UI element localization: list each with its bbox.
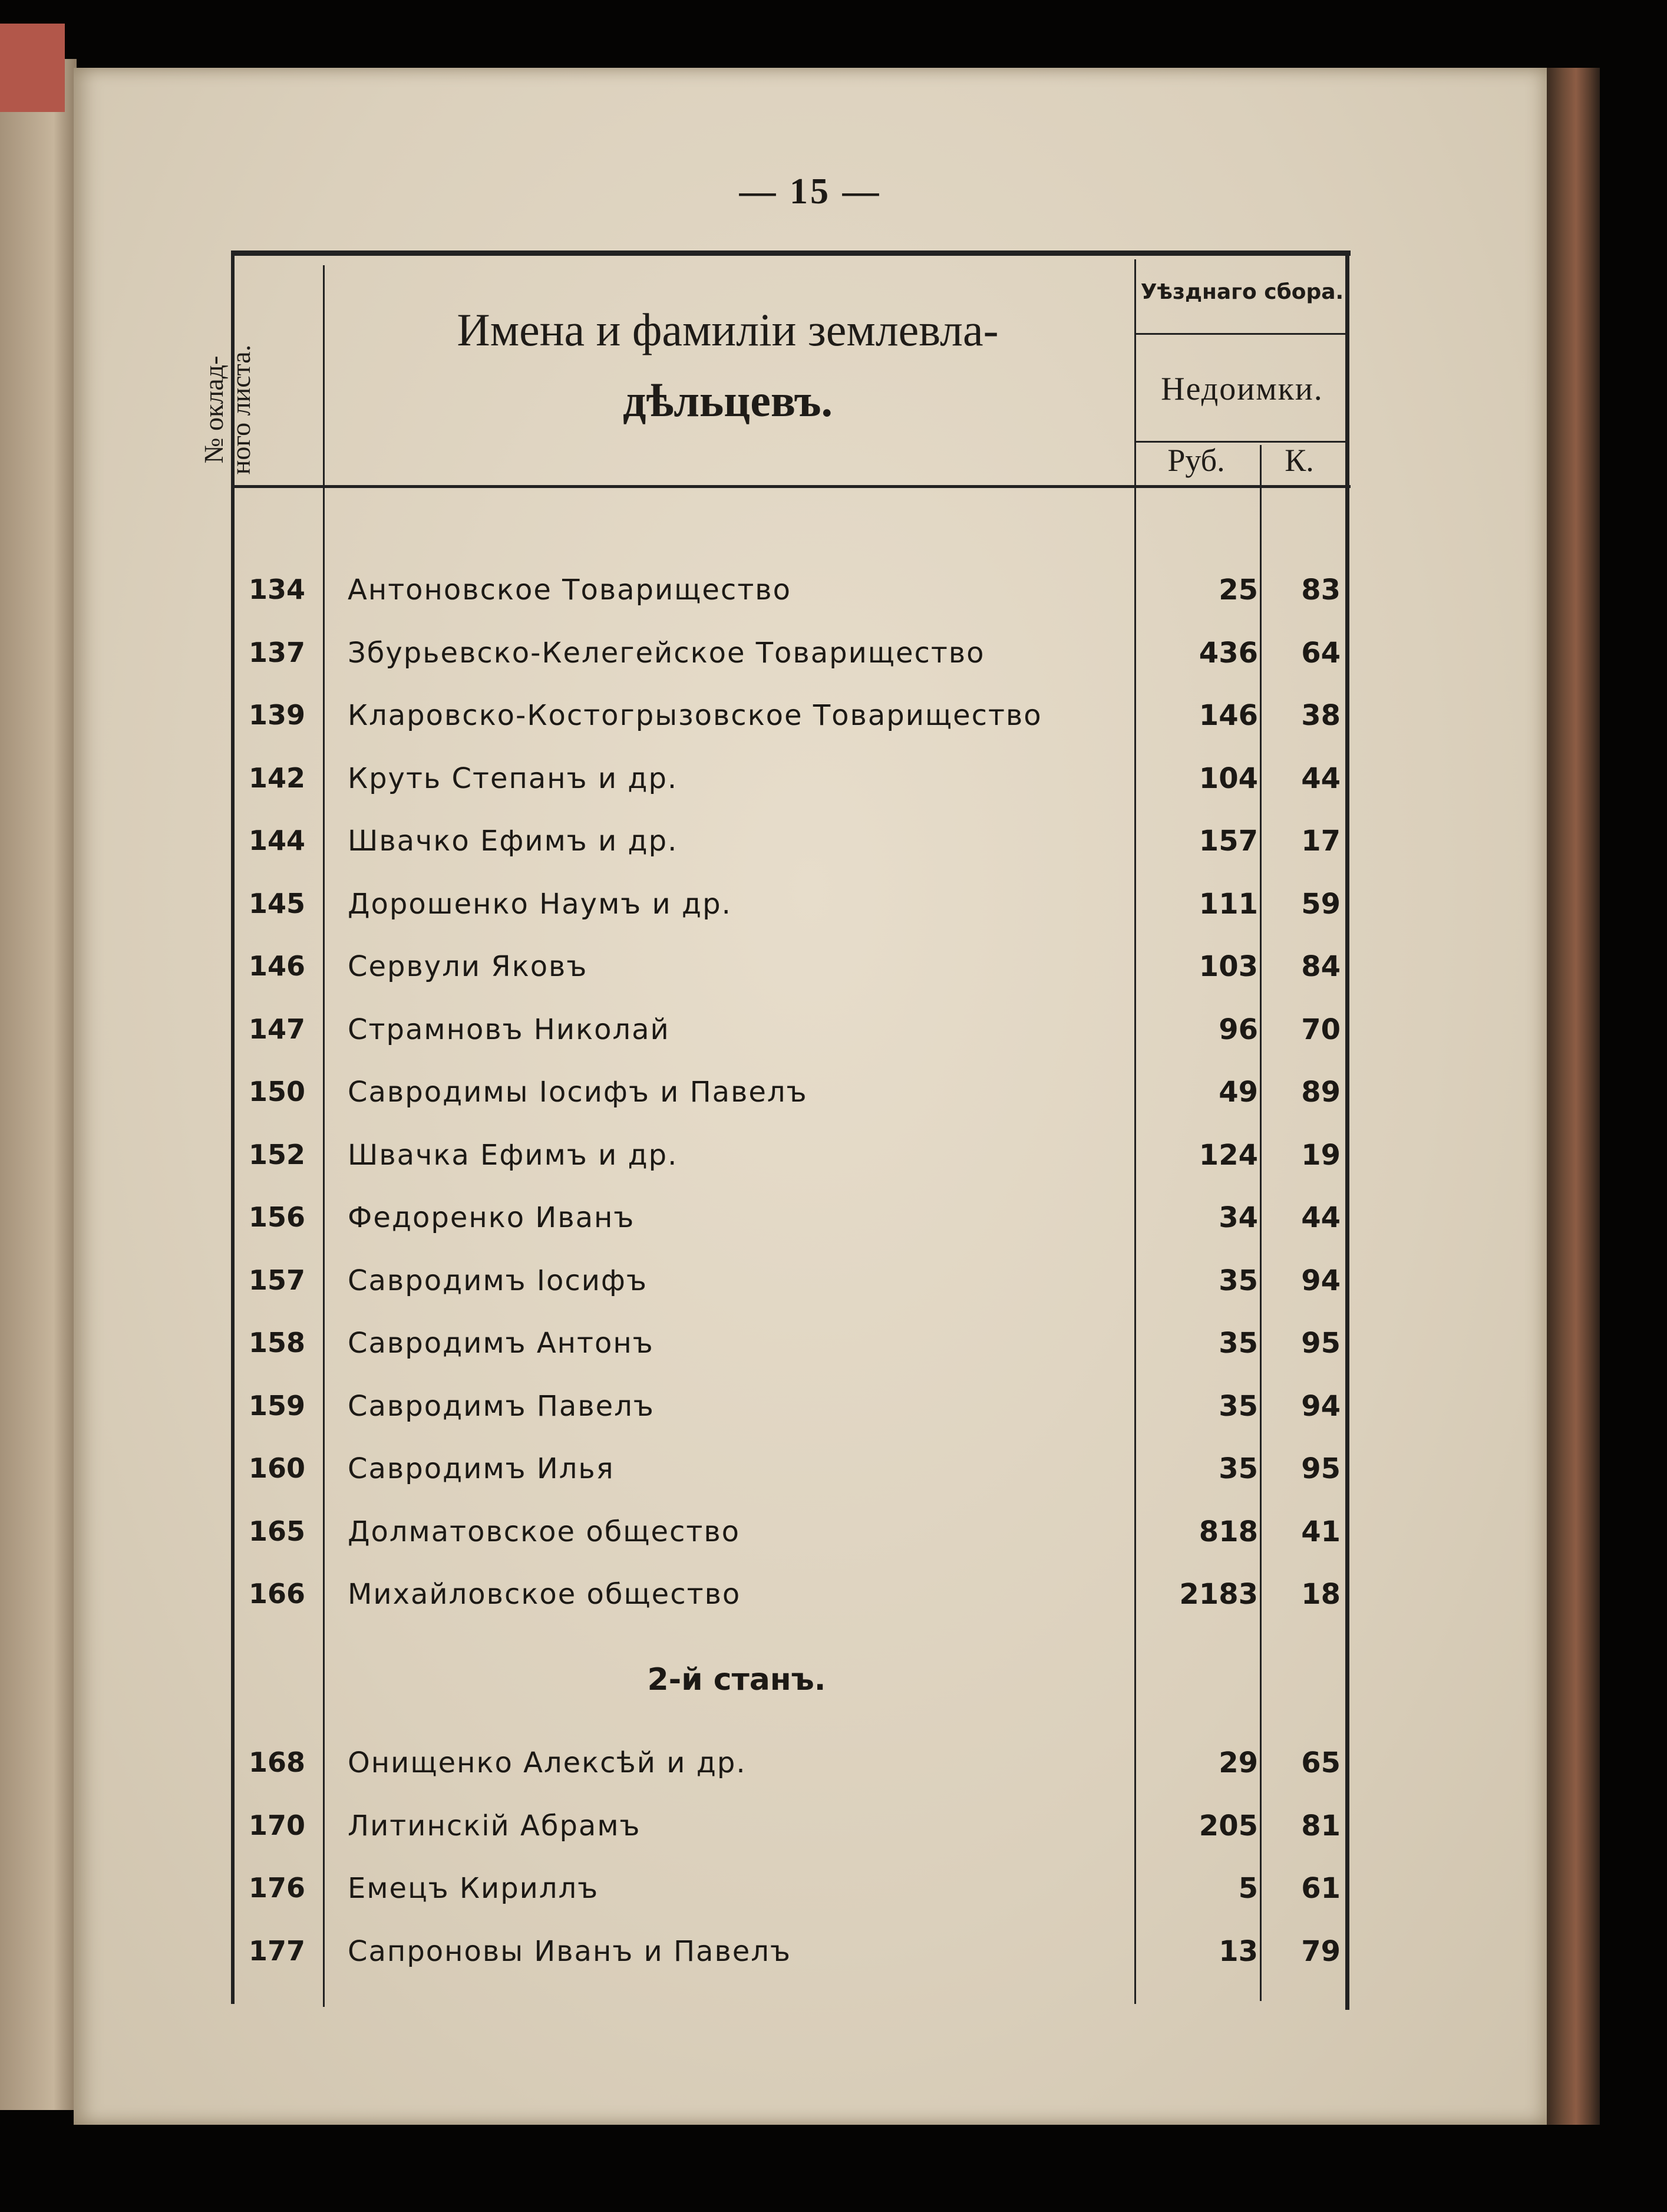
arrears-kopecks: 83 (1301, 573, 1341, 606)
arrears-kopecks: 41 (1301, 1515, 1341, 1548)
section-title: 2-й станъ. (647, 1662, 826, 1697)
arrears-kopecks: 19 (1301, 1139, 1341, 1172)
entry-number: 159 (248, 1390, 306, 1422)
arrears-rubles: 104 (1199, 762, 1258, 795)
arrears-kopecks: 95 (1301, 1452, 1341, 1485)
arrears-column-header: Недоимки. (1161, 371, 1323, 407)
tax-column-header: Уѣзднаго сбора. (1140, 280, 1344, 304)
entry-number: 134 (248, 573, 306, 605)
arrears-rubles: 2183 (1179, 1578, 1258, 1611)
arrears-kopecks: 44 (1301, 1201, 1341, 1234)
entry-number: 177 (248, 1935, 306, 1967)
landowner-name: Дорошенко Наумъ и др. (348, 888, 732, 921)
arrears-kopecks: 70 (1301, 1013, 1341, 1046)
arrears-kopecks: 95 (1301, 1327, 1341, 1360)
arrears-kopecks: 79 (1301, 1935, 1341, 1968)
arrears-rubles: 124 (1199, 1139, 1258, 1172)
entry-number: 142 (248, 762, 306, 794)
entry-number: 144 (248, 825, 306, 856)
table-row (0, 1071, 1667, 1124)
name-column-header (348, 295, 1108, 436)
arrears-kopecks: 65 (1301, 1746, 1341, 1779)
landowner-name: Круть Степанъ и др. (348, 762, 678, 795)
arrears-rubles: 34 (1219, 1201, 1258, 1234)
arrears-rubles: 35 (1219, 1452, 1258, 1485)
entry-number: 150 (248, 1076, 306, 1107)
arrears-rubles: 5 (1238, 1872, 1258, 1905)
table-row (0, 1134, 1667, 1187)
arrears-kopecks: 94 (1301, 1390, 1341, 1423)
arrears-rubles: 13 (1219, 1935, 1258, 1968)
landowner-name: Швачко Ефимъ и др. (348, 825, 678, 858)
number-column-header (199, 342, 256, 477)
landowner-name: Сервули Яковъ (348, 950, 588, 983)
landowner-name: Збурьевско-Келегейское Товарищество (348, 637, 985, 670)
entry-number: 160 (248, 1452, 306, 1484)
arrears-rubles: 157 (1199, 825, 1258, 858)
landowner-name: Емецъ Кириллъ (348, 1872, 599, 1905)
table-row (0, 1448, 1667, 1501)
landowner-name: Савродимъ Илья (348, 1452, 615, 1485)
table-row (0, 1742, 1667, 1795)
table-row (0, 945, 1667, 998)
table-row (0, 883, 1667, 936)
table-row (0, 1511, 1667, 1564)
landowner-name: Савродимъ Павелъ (348, 1390, 655, 1423)
arrears-rubles: 35 (1219, 1327, 1258, 1360)
arrears-rubles: 205 (1199, 1809, 1258, 1842)
landowner-name: Кларовско-Костогрызовское Товарищество (348, 699, 1042, 732)
entry-number: 147 (248, 1013, 306, 1045)
entry-number: 156 (248, 1201, 306, 1233)
arrears-rubles: 29 (1219, 1746, 1258, 1779)
arrears-kopecks: 17 (1301, 825, 1341, 858)
table-row (0, 757, 1667, 810)
arrears-rubles: 146 (1199, 699, 1258, 732)
table-row (0, 1385, 1667, 1438)
entry-number: 168 (248, 1746, 306, 1778)
arrears-kopecks: 18 (1301, 1578, 1341, 1611)
arrears-kopecks: 44 (1301, 762, 1341, 795)
entry-number: 139 (248, 699, 306, 731)
arrears-kopecks: 89 (1301, 1076, 1341, 1109)
landowner-name: Швачка Ефимъ и др. (348, 1139, 678, 1172)
book-spine-cloth (0, 24, 65, 112)
arrears-rubles: 111 (1199, 888, 1258, 921)
arrears-rubles: 436 (1199, 637, 1258, 670)
arrears-rubles: 25 (1219, 573, 1258, 606)
landowner-name: Антоновское Товарищество (348, 573, 791, 606)
arrears-rubles: 818 (1199, 1515, 1258, 1548)
arrears-kopecks: 84 (1301, 950, 1341, 983)
entry-number: 146 (248, 950, 306, 982)
arrears-kopecks: 81 (1301, 1809, 1341, 1842)
arrears-kopecks: 61 (1301, 1872, 1341, 1905)
table-header-rule (231, 485, 1351, 488)
table-row (0, 1573, 1667, 1626)
landowner-name: Страмновъ Николай (348, 1013, 670, 1046)
table-row (0, 694, 1667, 747)
landowner-name: Федоренко Иванъ (348, 1201, 635, 1234)
entry-number: 145 (248, 888, 306, 919)
table-row (0, 569, 1667, 622)
table-top-rule (231, 250, 1351, 256)
entry-number: 176 (248, 1872, 306, 1904)
landowner-name: Савродимъ Антонъ (348, 1327, 654, 1360)
entry-number: 166 (248, 1578, 306, 1610)
arrears-kopecks: 64 (1301, 637, 1341, 670)
name-column-header-line1: Имена и фамилiи землевла- (457, 304, 999, 355)
tax-subheader-rule (1136, 333, 1347, 335)
page-number: — 15 — (739, 172, 882, 212)
table-row (0, 632, 1667, 685)
table-row (0, 1260, 1667, 1313)
arrears-kopecks: 38 (1301, 699, 1341, 732)
entry-number: 165 (248, 1515, 306, 1547)
entry-number: 137 (248, 637, 306, 668)
arrears-kopecks: 94 (1301, 1264, 1341, 1297)
landowner-name: Онищенко Алексѣй и др. (348, 1746, 747, 1779)
entry-number: 152 (248, 1139, 306, 1171)
table-left-border (231, 250, 235, 2004)
landowner-name: Михайловское общество (348, 1578, 741, 1611)
table-row (0, 820, 1667, 873)
table-row (0, 1008, 1667, 1062)
table-row (0, 1805, 1667, 1858)
name-column-header-line2: дѣльцевъ. (623, 375, 833, 426)
rubles-column-header: Руб. (1167, 443, 1225, 478)
table-row (0, 1867, 1667, 1920)
landowner-name: Сапроновы Иванъ и Павелъ (348, 1935, 791, 1968)
landowner-name: Савродимъ Iосифъ (348, 1264, 648, 1297)
arrears-rubles: 103 (1199, 950, 1258, 983)
arrears-rubles: 35 (1219, 1390, 1258, 1423)
entry-number: 170 (248, 1809, 306, 1841)
entry-number: 157 (248, 1264, 306, 1296)
landowner-name: Долматовское общество (348, 1515, 741, 1548)
table-row (0, 1930, 1667, 1983)
table-row (0, 1322, 1667, 1375)
entry-number: 158 (248, 1327, 306, 1359)
number-column-header-text: № оклад- ного листа. (199, 344, 256, 475)
kopecks-column-header: К. (1285, 443, 1314, 478)
table-row (0, 1196, 1667, 1250)
arrears-rubles: 96 (1219, 1013, 1258, 1046)
arrears-kopecks: 59 (1301, 888, 1341, 921)
arrears-rubles: 49 (1219, 1076, 1258, 1109)
arrears-rubles: 35 (1219, 1264, 1258, 1297)
landowner-name: Савродимы Iосифъ и Павелъ (348, 1076, 808, 1109)
landowner-name: Литинскiй Абрамъ (348, 1809, 641, 1842)
